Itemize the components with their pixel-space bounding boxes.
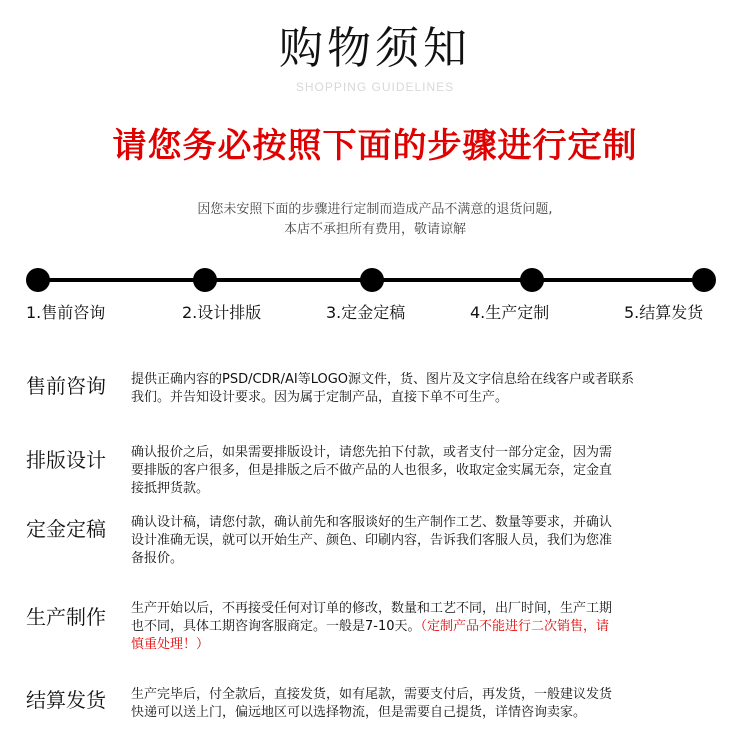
page-subtitle: SHOPPING GUIDELINES	[295, 80, 455, 94]
section-text	[131, 444, 711, 498]
section-line: 快递可以送上门，偏远地区可以选择物流，但是需要自己提货，详情咨询卖家。	[131, 705, 587, 720]
warning-banner: 请您务必按照下面的步骤进行定制	[112, 126, 638, 166]
timeline-dot-5	[692, 268, 716, 292]
section-title: 售前咨询	[26, 374, 106, 398]
timeline-dot-1	[26, 268, 50, 292]
step-label-1: 1.售前咨询	[26, 303, 106, 322]
section-line: 设计准确无误，就可以开始生产、颜色、印刷内容，告诉我们客服人员，我们为您准	[131, 533, 613, 548]
section-title: 排版设计	[26, 448, 106, 472]
notice-line-2: 本店不承担所有费用，敬请谅解	[283, 222, 466, 237]
warning-text: 慎重处理！）	[131, 637, 210, 652]
section-line-text: 也不同，具体工期咨询客服商定。一般是7-10天。	[131, 619, 421, 634]
section-line: 生产开始以后，不再接受任何对订单的修改，数量和工艺不同，出厂时间，生产工期	[131, 601, 613, 616]
step-label-4: 4.生产定制	[470, 303, 550, 322]
timeline-dot-4	[520, 268, 544, 292]
step-label-2: 2.设计排版	[182, 303, 262, 322]
section-line: 要排版的客户很多，但是排版之后不做产品的人也很多，收取定金实属无奈，定金直	[131, 463, 613, 478]
section-line	[131, 618, 711, 636]
section-line: 确认报价之后，如果需要排版设计，请您先拍下付款，或者支付一部分定金，因为需	[131, 445, 613, 460]
section-title: 生产制作	[26, 605, 106, 629]
notice-text	[0, 200, 750, 240]
section-text	[131, 686, 711, 722]
timeline-dot-2	[193, 268, 217, 292]
notice-line-1: 因您未安照下面的步骤进行定制而造成产品不满意的退货问题,	[197, 202, 553, 217]
section-title: 结算发货	[26, 688, 106, 712]
section-title: 定金定稿	[26, 517, 106, 541]
section-line: 提供正确内容的PSD/CDR/AI等LOGO源文件，货、图片及文字信息给在线客户或者联系	[131, 372, 635, 387]
section-line: 我们。并告知设计要求。因为属于定制产品，直接下单不可生产。	[131, 390, 509, 405]
section-text	[131, 371, 711, 407]
section-text	[131, 600, 711, 654]
section-line: 确认设计稿，请您付款，确认前先和客服谈好的生产制作工艺、数量等要求，并确认	[131, 515, 613, 530]
section-line: 接抵押货款。	[131, 481, 210, 496]
section-text	[131, 514, 711, 568]
page-title: 购物须知	[279, 23, 471, 74]
step-label-5: 5.结算发货	[624, 303, 704, 322]
timeline-dot-3	[360, 268, 384, 292]
step-label-3: 3.定金定稿	[326, 303, 406, 322]
section-line: 生产完毕后，付全款后，直接发货，如有尾款，需要支付后，再发货，一般建议发货	[131, 687, 613, 702]
warning-text: （定制产品不能进行二次销售，请	[420, 619, 610, 634]
section-line: 备报价。	[131, 551, 184, 566]
